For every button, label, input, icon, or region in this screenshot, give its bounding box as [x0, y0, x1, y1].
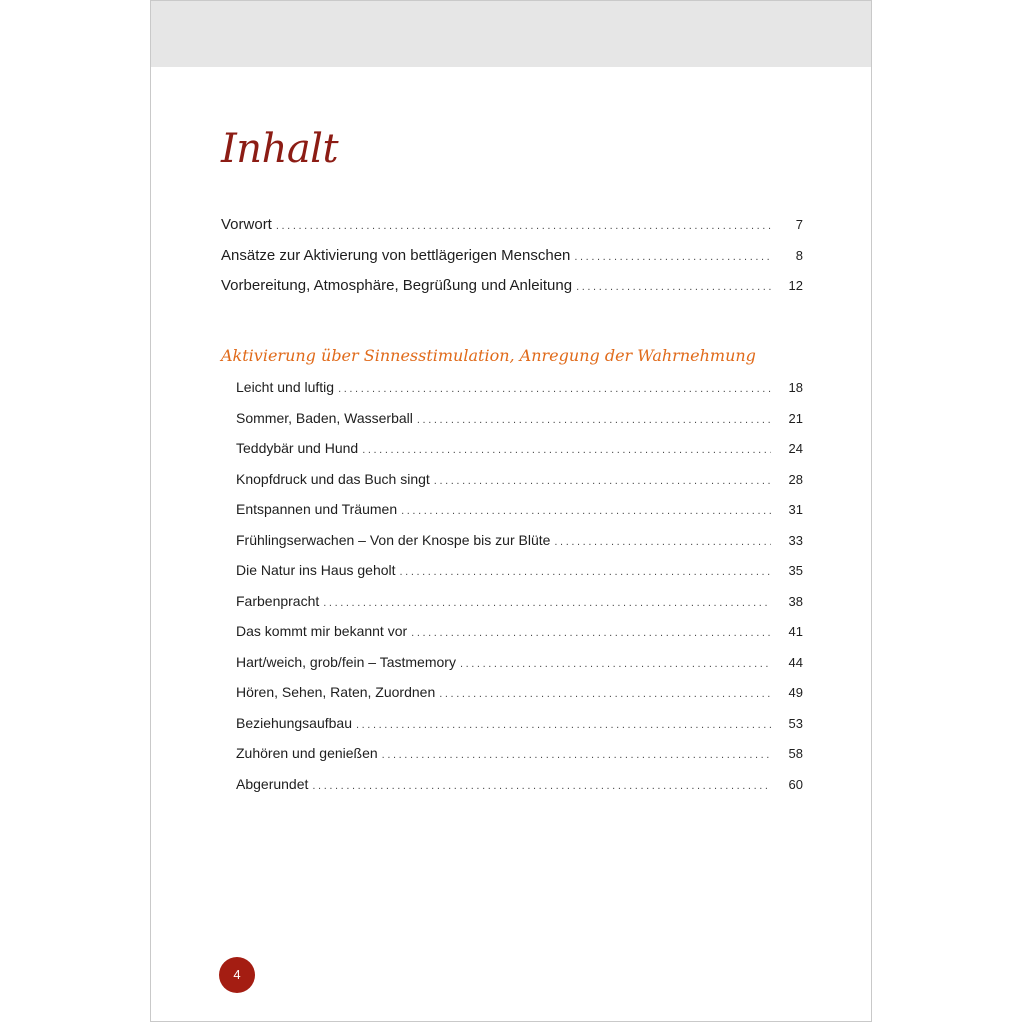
toc-leader-dots [276, 220, 771, 232]
toc-entry-page: 18 [788, 380, 803, 395]
toc-leader-dots [554, 536, 771, 548]
toc-leader-dots [362, 444, 771, 456]
toc-entry-label: Das kommt mir bekannt vor [236, 623, 408, 639]
toc-leader-dots [338, 383, 771, 395]
toc-entry-label: Abgerundet [236, 775, 309, 792]
toc-leader-dots [356, 719, 771, 731]
toc-entry-page: 28 [788, 471, 803, 487]
toc-entry-page: 24 [788, 441, 803, 456]
toc-entry-label: Sommer, Baden, Wasserball [236, 409, 413, 426]
toc-leader-dots [434, 475, 771, 487]
toc-entry[interactable] [236, 654, 803, 685]
toc-section-list [236, 379, 803, 806]
toc-entry-page: 38 [788, 593, 803, 609]
toc-entry-page: 31 [788, 502, 803, 517]
toc-entry-page: 7 [795, 217, 803, 232]
toc-entry[interactable] [236, 410, 803, 441]
page-header-band [151, 1, 871, 67]
toc-entry-page: 8 [795, 247, 803, 263]
toc-entry[interactable] [236, 745, 803, 776]
toc-leader-dots [576, 281, 771, 293]
toc-entry[interactable] [236, 471, 803, 502]
toc-entry-label: Die Natur ins Haus geholt [236, 562, 396, 578]
toc-leader-dots [574, 251, 771, 263]
toc-entry-page: 58 [788, 746, 803, 761]
toc-leader-dots [323, 597, 771, 609]
toc-leader-dots [382, 749, 771, 761]
toc-entry-label: Vorwort [221, 216, 272, 233]
toc-entry-page: 60 [788, 776, 803, 792]
toc-entry[interactable] [221, 216, 803, 247]
toc-entry-label: Zuhören und genießen [236, 745, 378, 761]
toc-entry[interactable] [221, 247, 803, 278]
toc-entry-label: Knopfdruck und das Buch singt [236, 470, 430, 487]
toc-entry[interactable] [236, 623, 803, 654]
toc-entry-page: 41 [788, 624, 803, 639]
toc-entry-label: Teddybär und Hund [236, 440, 359, 456]
toc-entry-label: Farbenpracht [236, 592, 320, 609]
toc-entry-label: Hören, Sehen, Raten, Zuordnen [236, 684, 436, 700]
toc-entry[interactable] [236, 532, 803, 563]
toc-entry-page: 21 [788, 410, 803, 426]
toc-leader-dots [417, 414, 771, 426]
toc-entry[interactable] [236, 715, 803, 746]
toc-main-list [221, 216, 803, 308]
toc-entry[interactable] [221, 277, 803, 308]
toc-entry-page: 33 [788, 532, 803, 548]
toc-leader-dots [401, 505, 771, 517]
toc-entry[interactable] [236, 379, 803, 410]
toc-leader-dots [400, 566, 771, 578]
toc-entry[interactable] [236, 776, 803, 807]
toc-entry-label: Beziehungsaufbau [236, 714, 352, 731]
section-heading: Aktivierung über Sinnesstimulation, Anregung der Wahrnehmung [221, 346, 756, 365]
toc-entry-label: Hart/weich, grob/fein – Tastmemory [236, 653, 456, 670]
toc-leader-dots [411, 627, 771, 639]
toc-entry-label: Entspannen und Träumen [236, 501, 398, 517]
toc-entry-label: Frühlingserwachen – Von der Knospe bis zur Blüte [236, 531, 551, 548]
toc-entry-label: Vorbereitung, Atmosphäre, Begrüßung und Anleitung [221, 277, 573, 294]
toc-entry-page: 53 [788, 715, 803, 731]
toc-entry[interactable] [236, 440, 803, 471]
toc-entry[interactable] [236, 593, 803, 624]
document-page [150, 0, 872, 1022]
toc-entry-page: 12 [788, 278, 803, 293]
toc-entry-label: Ansätze zur Aktivierung von bettlägerigen Menschen [221, 246, 571, 264]
toc-entry-page: 44 [788, 654, 803, 670]
toc-leader-dots [460, 658, 771, 670]
toc-entry[interactable] [236, 501, 803, 532]
toc-entry-page: 35 [788, 563, 803, 578]
toc-leader-dots [312, 780, 771, 792]
toc-entry-page: 49 [788, 685, 803, 700]
toc-entry[interactable] [236, 684, 803, 715]
toc-entry-label: Leicht und luftig [236, 379, 335, 395]
toc-entry[interactable] [236, 562, 803, 593]
toc-leader-dots [439, 688, 771, 700]
page-number-badge: 4 [219, 957, 255, 993]
page-title: Inhalt [221, 126, 339, 172]
